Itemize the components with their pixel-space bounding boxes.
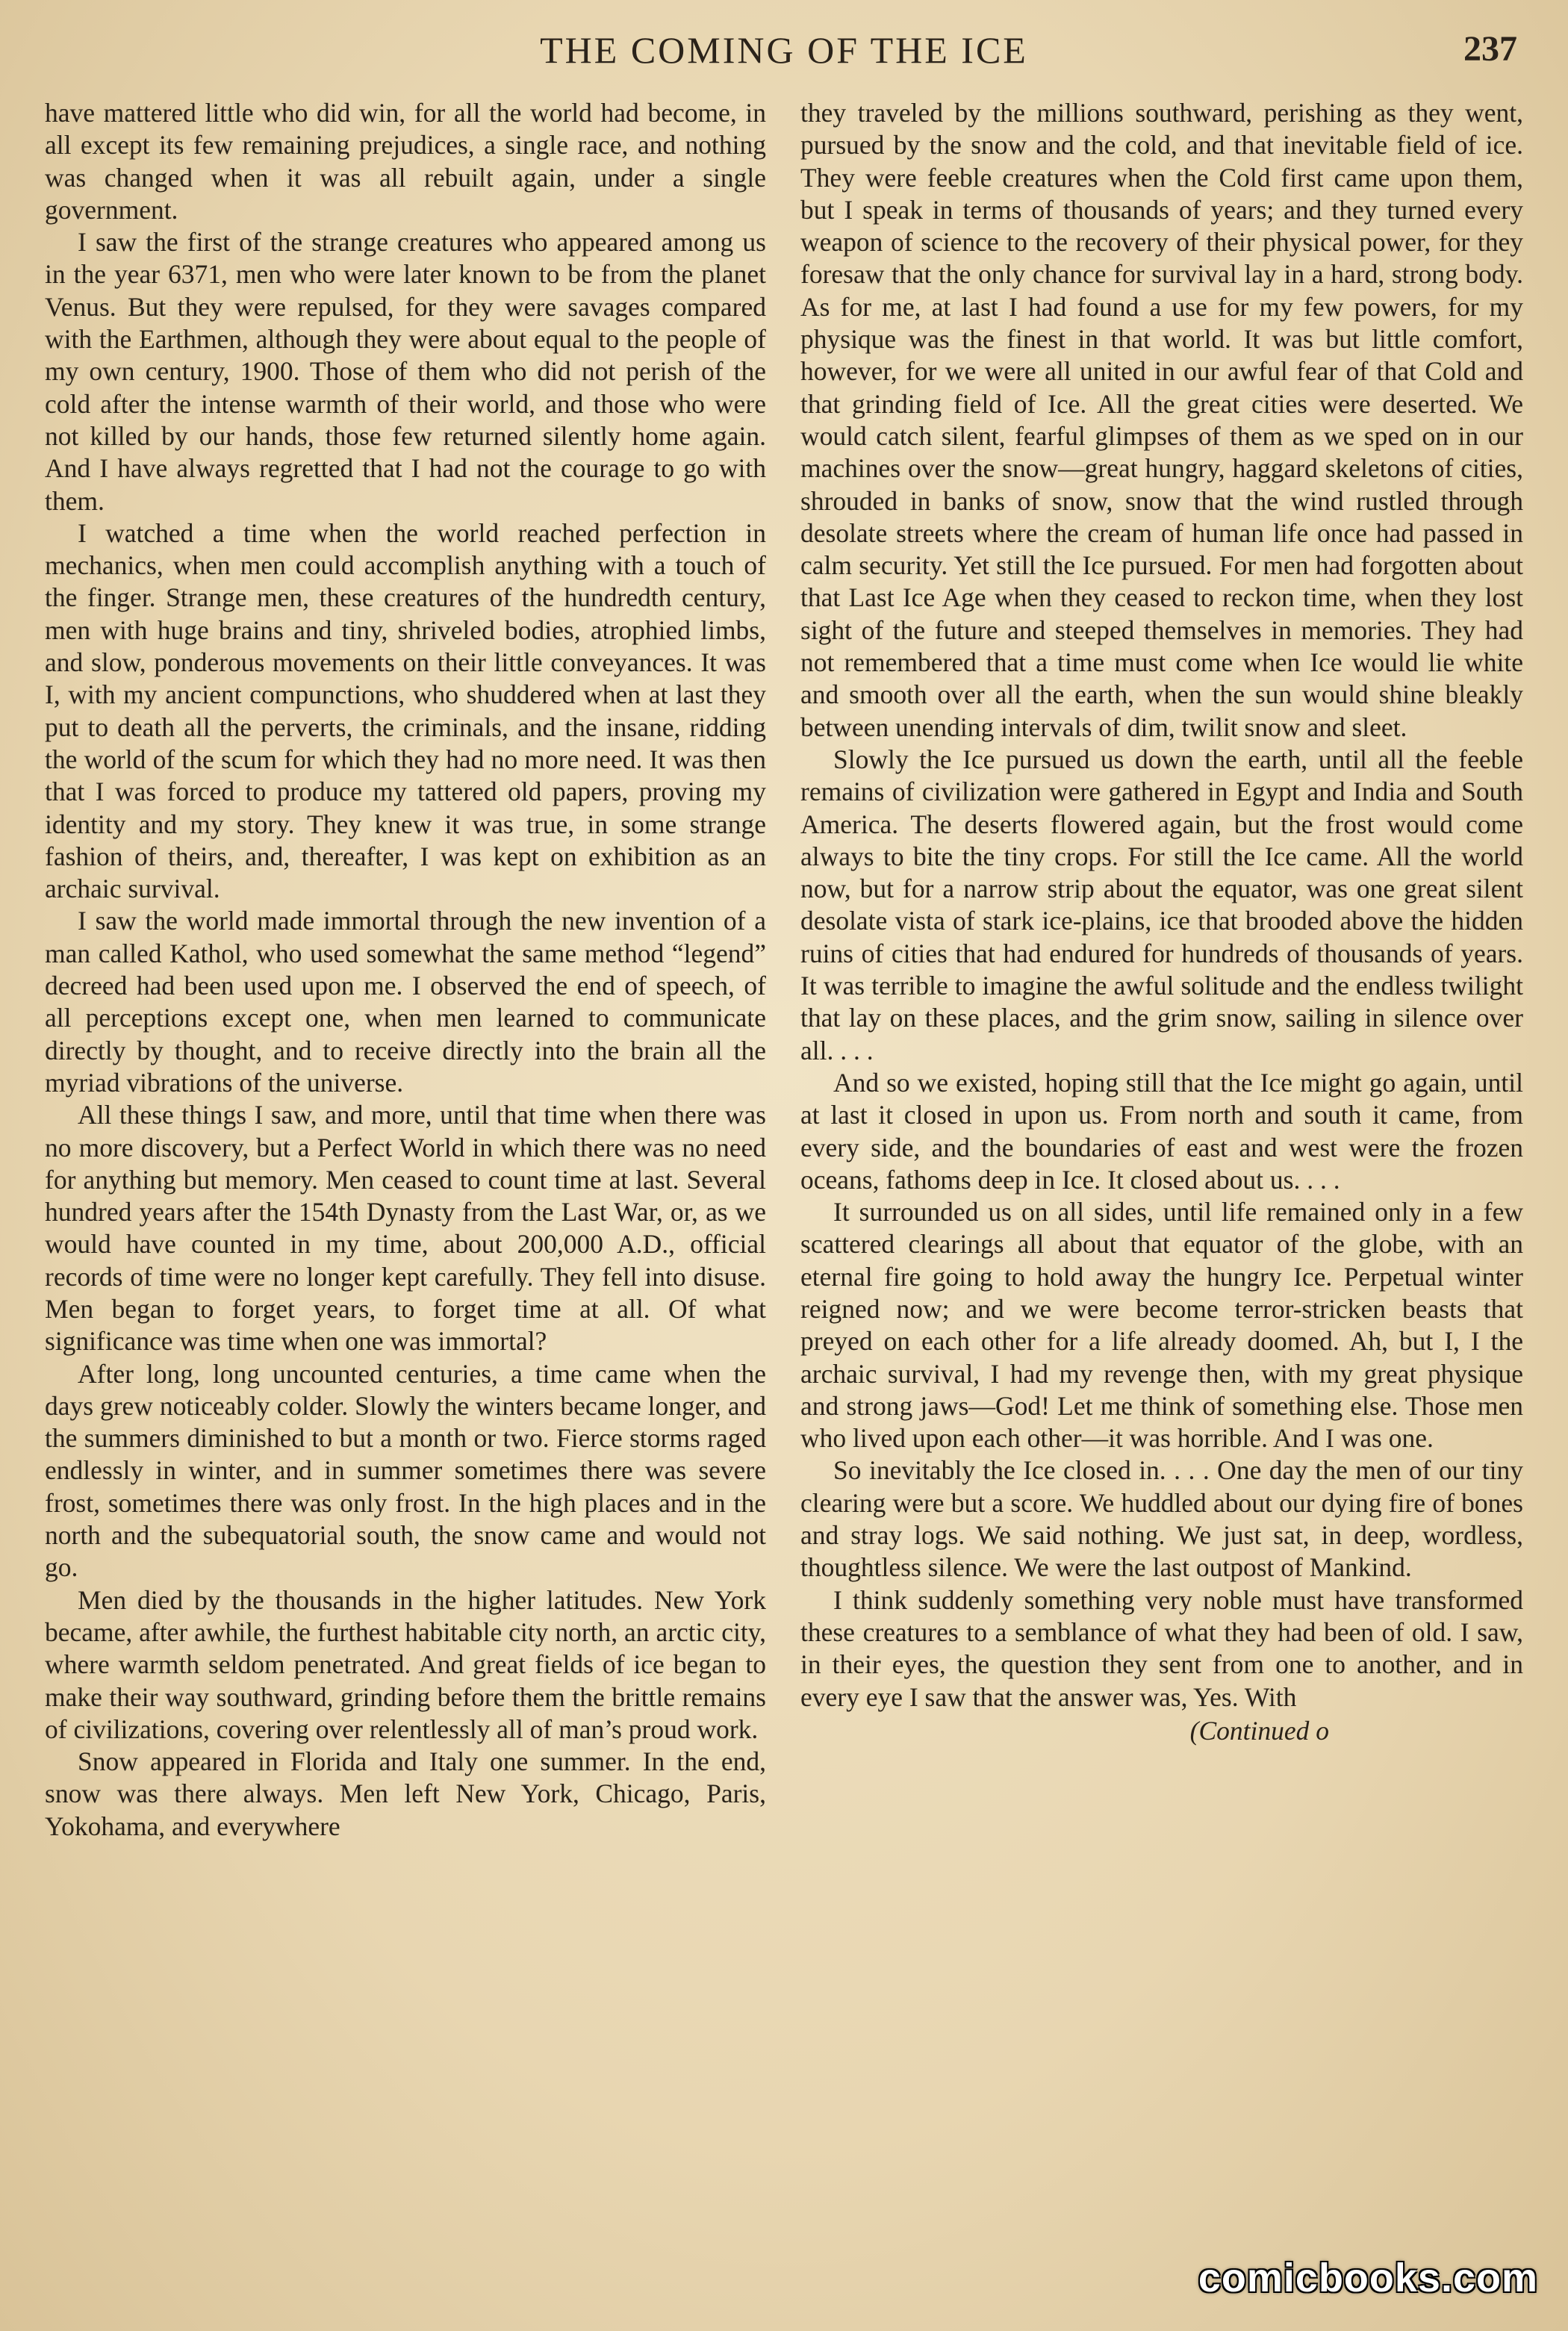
left-column	[45, 97, 766, 1843]
paragraph: I saw the world made immortal through the new invention of a man called Kathol, who used somewhat the same method “legend” decreed had been used upon me. I observed the end of speech, of all perceptions except one, when men learned to communicate directly by thought, and to receive directly into the brain all the myriad vibrations of the universe.	[45, 906, 766, 1098]
paragraph: Snow appeared in Florida and Italy one summer. In the end, snow was there always. Men left New York, Chicago, Paris, Yokohama, and everywhere	[45, 1746, 766, 1841]
paragraph: Men died by the thousands in the higher latitudes. New York became, after awhile, the furthest habitable city north, an arctic city, where warmth seldom penetrated. And great fields of ice began to make their way southward, grinding before them the brittle remains of civilizations, covering over relentlessly all of man’s proud work.	[45, 1584, 766, 1744]
paragraph: So inevitably the Ice closed in. . . . One day the men of our tiny clearing were but a score. We huddled about our dying fire of bones and stray logs. We said nothing. We just sat, in deep, wordless, thoughtless silence. We were the last outpost of Mankind.	[800, 1455, 1523, 1583]
paragraph: Slowly the Ice pursued us down the earth, until all the feeble remains of civilization were gathered in Egypt and India and South America. The deserts flowered again, but the frost would come always to bite the tiny crops. For still the Ice came. All the world now, but for a narrow strip about the equator, was one great silent desolate vista of stark ice-plains, ice that brooded above the hidden ruins of cities that had endured for hundreds of thousands of years. It was terrible to imagine the awful solitude and the endless twilight that lay on these places, and the grim snow, sailing in silence over all. . . .	[800, 744, 1523, 1065]
paragraph: I watched a time when the world reached perfection in mechanics, when men could accomplish anything with a touch of the finger. Strange men, these creatures of the hundredth century, men with huge brains and tiny, shriveled bodies, atrophied limbs, and slow, ponderous movements on their little conveyances. It was I, with my ancient compunctions, who shuddered when at last they put to death all the perverts, the criminals, and the insane, ridding the world of the scum for which they had no more need. It was then that I was forced to produce my tattered old papers, proving my identity and my story. They knew it was true, in some strange fashion of theirs, and, thereafter, I was kept on exhibition as an archaic survival.	[45, 517, 766, 904]
continued-note: (Continued o	[1189, 1715, 1329, 1746]
paragraph: After long, long uncounted centuries, a time came when the days grew noticeably colder. Slowly the winters became longer, and the summers diminished to but a month or two. Fierce storms raged endlessly in winter, and in summer sometimes there was severe frost, sometimes there was only frost. In the high places and in the north and the subequatorial south, the snow came and would not go.	[45, 1358, 766, 1583]
paragraph: And so we existed, hoping still that the Ice might go again, until at last it closed in upon us. From north and south it came, from every side, and the boundaries of east and west were the frozen oceans, fathoms deep in Ice. It closed about us. . . .	[800, 1067, 1523, 1195]
running-title: THE COMING OF THE ICE	[540, 29, 1028, 71]
right-column	[800, 97, 1523, 1747]
page-number: 237	[1463, 29, 1517, 69]
paragraph: I think suddenly something very noble must have transformed these creatures to a semblance of what they had been of old. I saw, in their eyes, the question they sent from one to another, and in every eye I saw that the answer was, Yes. With	[800, 1584, 1523, 1712]
paragraph: I saw the first of the strange creatures who appeared among us in the year 6371, men who were later known to be from the planet Venus. But they were repulsed, for they were savages compared with the Earthmen, although they were about equal to the people of my own century, 1900. Those of them who did not perish of the cold after the intense warmth of their world, and those who were not killed by our hands, those few returned silently home again. And I have always regretted that I had not the courage to go with them.	[45, 227, 766, 516]
watermark: comicbooks.com	[1198, 2256, 1538, 2300]
paragraph: have mattered little who did win, for all the world had become, in all except its few remaining prejudices, a single race, and nothing was changed when it was all rebuilt again, under a single government.	[45, 98, 766, 225]
paragraph: they traveled by the millions southward, perishing as they went, pursued by the snow and the cold, and that inevitable field of ice. They were feeble creatures when the Cold first came upon them, but I speak in terms of thousands of years; and they turned every weapon of science to the recovery of their physical power, for they foresaw that the only chance for survival lay in a hard, strong body. As for me, at last I had found a use for my few powers, for my physique was the finest in that world. It was but little comfort, however, for we were all united in our awful fear of that Cold and that grinding field of Ice. All the great cities were deserted. We would catch silent, fearful glimpses of them as we sped on in our machines over the snow—great hungry, haggard skeletons of cities, shrouded in banks of snow, snow that the wind rustled through desolate streets where the cream of human life once had passed in calm security. Yet still the Ice pursued. For men had forgotten about that Last Ice Age when they ceased to reckon time, when they lost sight of the future and steeped themselves in memories. They had not remembered that a time must come when Ice would lie white and smooth over all the earth, when the sun would shine bleakly between unending intervals of dim, twilit snow and sleet.	[800, 98, 1523, 742]
page-header	[0, 28, 1568, 88]
paragraph: It surrounded us on all sides, until life remained only in a few scattered clearings all about that equator of the globe, with an eternal fire going to hold away the hungry Ice. Perpetual winter reigned now; and we were become terror-stricken beasts that preyed on each other for a life already doomed. Ah, but I, I the archaic survival, I had my revenge then, with my great physique and strong jaws—God! Let me think of something else. Those men who lived upon each other—it was horrible. And I was one.	[800, 1197, 1523, 1454]
paragraph: All these things I saw, and more, until that time when there was no more discovery, but a Perfect World in which there was no need for anything but memory. Men ceased to count time at last. Several hundred years after the 154th Dynasty from the Last War, or, as we would have counted in my time, about 200,000 A.D., official records of time were no longer kept carefully. They fell into disuse. Men began to forget years, to forget time at all. Of what significance was time when one was immortal?	[45, 1100, 766, 1357]
